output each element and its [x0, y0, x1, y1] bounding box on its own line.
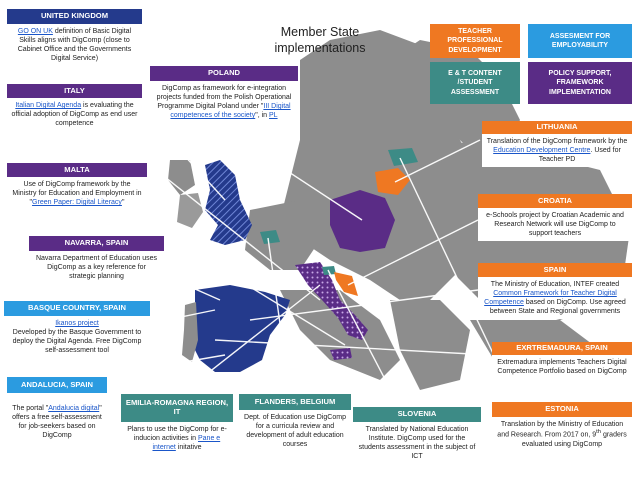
sicily-region — [330, 348, 352, 360]
malta-header: MALTA — [7, 163, 147, 177]
estonia-text-2: graders evaluated using DigComp — [521, 431, 627, 448]
malta-body — [7, 177, 147, 210]
ireland-region — [177, 193, 203, 228]
italy-text: is evaluating the official adoption of DigComp as end user competence — [11, 102, 138, 128]
emilia-body — [121, 422, 233, 455]
common-framework-link[interactable]: Common Framework for Teacher Digital Competence — [484, 290, 617, 307]
croatia-body: e-Schools project by Croatian Academic and Research Network will use DigComp to support teachers — [478, 208, 632, 241]
flanders-header: FLANDERS, BELGIUM — [239, 394, 351, 410]
ikanos-project-link[interactable]: Ikanos project — [55, 320, 99, 327]
uk-header: UNITED KINGDOM — [7, 9, 142, 24]
navarra-body: Navarra Department of Education uses DigComp as a key reference for strategic planning — [29, 251, 164, 284]
legend-policy: POLICY SUPPORT, FRAMEWORK IMPLEMENTATION — [528, 62, 632, 104]
estonia-sup: th — [596, 429, 602, 436]
legend-assessment: ASSESMENT FOR EMPLOYABILITY — [528, 24, 632, 58]
spain-card — [478, 263, 632, 319]
croatia-header: CROATIA — [478, 194, 632, 208]
malta-card — [7, 163, 147, 210]
andalucia-card — [7, 377, 107, 443]
poland-card — [150, 66, 298, 123]
uk-region — [205, 160, 252, 245]
navarra-header: NAVARRA, SPAIN — [29, 236, 164, 251]
extremadura-header: EXRTREMADURA, SPAIN — [492, 342, 632, 355]
extremadura-body: Extremadura implements Teachers Digital Competence Portfolio based on DigComp — [492, 355, 632, 379]
basque-text: Developed by the Basque Government to deploy the Digital Agenda. Free DigComp self-assessment tool — [12, 329, 142, 355]
italy-card — [7, 84, 142, 131]
uk-body — [7, 24, 142, 66]
emilia-header: EMILIA-ROMAGNA REGION, IT — [121, 394, 233, 422]
italy-header: ITALY — [7, 84, 142, 98]
poland-region — [330, 190, 395, 252]
slovenia-card — [353, 407, 481, 464]
andalucia-body — [7, 401, 107, 443]
slovenia-body: Translated by National Education Institute. DigComp used for the students assessment in the subject of ICT — [353, 422, 481, 464]
emilia-text-2: initative — [175, 444, 202, 452]
extremadura-card — [492, 342, 632, 379]
italian-digital-agenda-link[interactable]: Italian Digital Agenda — [15, 102, 82, 109]
slovenia-header: SLOVENIA — [353, 407, 481, 422]
navarra-card — [29, 236, 164, 284]
spain-header: SPAIN — [478, 263, 632, 277]
estonia-body — [492, 417, 632, 452]
green-paper-link[interactable]: Green Paper: Digital Literacy — [32, 199, 122, 207]
flanders-body: Dept. of Education use DigComp for a curricula review and development of adult education courses — [239, 410, 351, 452]
poland-body — [150, 81, 298, 123]
estonia-card — [492, 402, 632, 452]
croatia-card — [478, 194, 632, 241]
basque-card — [4, 301, 150, 358]
spain-body — [478, 277, 632, 319]
emilia-card — [121, 394, 233, 455]
poland-text: DigComp as framework for e-integration projects funded from the Polish Operational Programme Digital Poland under " — [156, 85, 292, 111]
lithuania-body — [482, 134, 632, 167]
education-development-centre-link[interactable]: Education Development Centre — [493, 147, 591, 155]
andalucia-text: The portal " — [12, 405, 49, 412]
andalucia-digital-link[interactable]: Andalucia digital — [48, 405, 100, 412]
uk-card — [7, 9, 142, 66]
spain-text-2: based on DigComp. Use agreed between State and Regional governments — [489, 299, 626, 316]
lithuania-card — [482, 121, 632, 167]
go-on-uk-link[interactable]: GO ON UK — [17, 28, 53, 35]
andalucia-text-2: " offers a free self-assessment for job-seekers based on DigComp — [12, 405, 102, 440]
italy-body — [7, 98, 142, 131]
poland-header: POLAND — [150, 66, 298, 81]
estonia-header: ESTONIA — [492, 402, 632, 417]
uk-text: definition of Basic Digital Skills aligns with DigComp (close to Cabinet Office and the Governments Digital Service) — [17, 28, 132, 63]
legend-content: E & T CONTENT /STUDENT ASSESSMENT — [430, 62, 520, 104]
lithuania-text: Translation of the DigComp framework by the — [486, 138, 628, 145]
flanders-card — [239, 394, 351, 452]
malta-text: Use of DigComp framework by the Ministry for Education and Employment in " — [12, 181, 142, 207]
malta-text-2: " — [121, 199, 125, 207]
pl-link[interactable]: PL — [269, 112, 278, 120]
basque-header: BASQUE COUNTRY, SPAIN — [4, 301, 150, 316]
basque-body — [4, 316, 150, 358]
digital-competences-link[interactable]: III Digital competences of the society — [170, 103, 291, 120]
page-title: Member State implementations — [274, 25, 366, 56]
portugal-region — [182, 302, 198, 362]
lithuania-text-2: . Used for Teacher PD — [538, 147, 621, 164]
andalucia-header: ANDALUCIA, SPAIN — [7, 377, 107, 393]
spain-text: The Ministry of Education, INTEF created — [490, 281, 620, 288]
legend-teacher-pd: TEACHER PROFESSIONAL DEVELOPMENT — [430, 24, 520, 58]
poland-text-2: ", in — [255, 112, 270, 120]
lithuania-header: LITHUANIA — [482, 121, 632, 134]
estonia-text: Translation by the Ministry of Education and Research. From 2017 on, 9 — [497, 421, 624, 439]
emilia-text: Plans to use the DigComp for e-inducion activities in — [127, 426, 227, 443]
pane-e-internet-link[interactable]: Pane e internet — [152, 435, 221, 452]
